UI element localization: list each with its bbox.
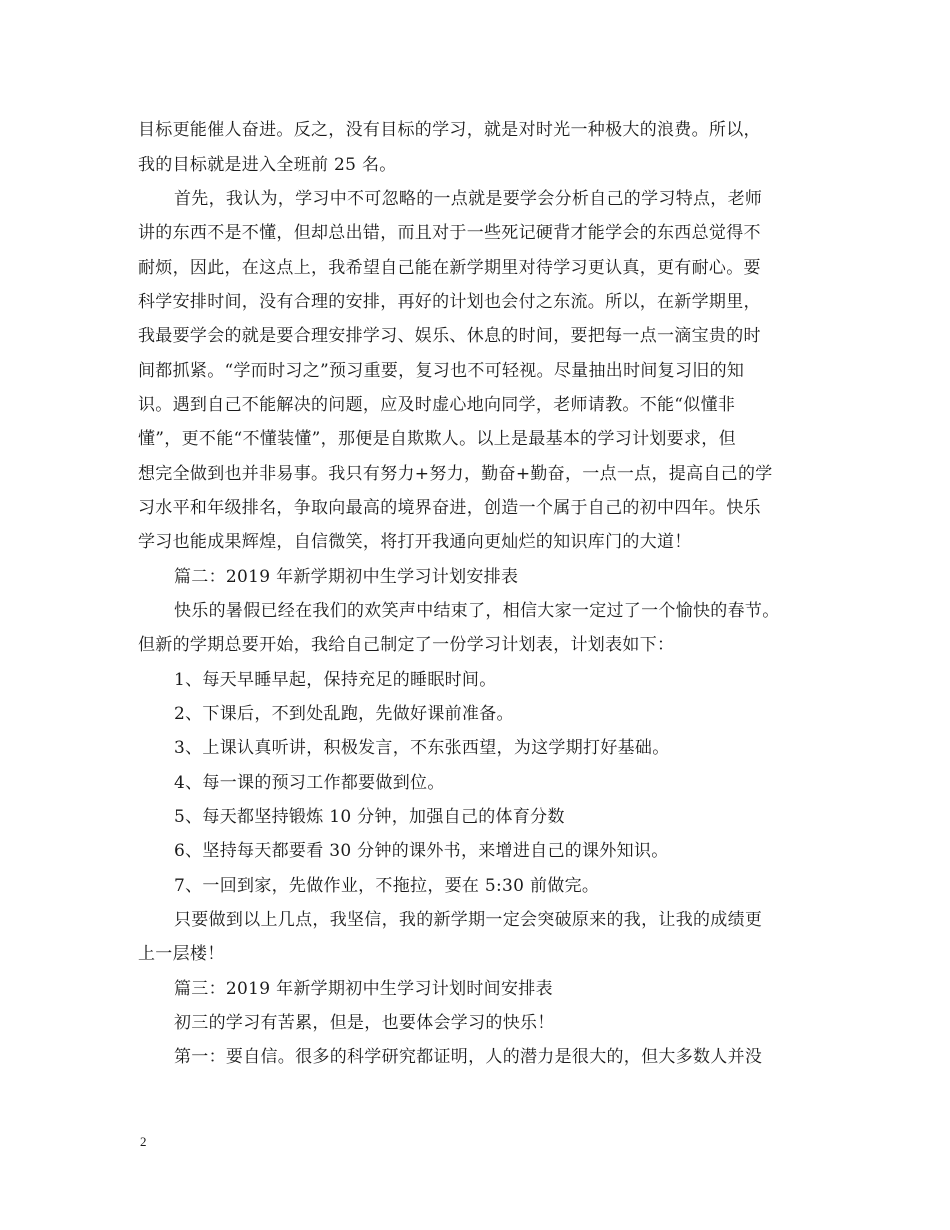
text-line: 识。遇到自己不能解决的问题，应及时虚心地向同学，老师请教。不能“似懂非: [138, 395, 736, 415]
text-line: 但新的学期总要开始，我给自己制定了一份学习计划表，计划表如下：: [138, 635, 675, 655]
list-item: 7、一回到家，先做作业，不拖拉，要在 5:30 前做完。: [174, 876, 600, 896]
text-line: 首先，我认为，学习中不可忽略的一点就是要学会分析自己的学习特点，老师: [174, 189, 763, 209]
page-number: 2: [140, 1134, 147, 1149]
text-line: 间都抓紧。“学而时习之”预习重要，复习也不可轻视。尽量抽出时间复习旧的知: [138, 361, 745, 381]
text-line: 讲的东西不是不懂，但却总出错，而且对于一些死记硬背才能学会的东西总觉得不: [138, 223, 761, 243]
text-line: 目标更能催人奋进。反之，没有目标的学习，就是对时光一种极大的浪费。所以，: [138, 120, 761, 140]
list-item: 5、每天都坚持锻炼 10 分钟，加强自己的体育分数: [174, 807, 565, 827]
text-line: 耐烦，因此，在这点上，我希望自己能在新学期里对待学习更认真，更有耐心。要: [138, 258, 761, 278]
text-line: 科学安排时间，没有合理的安排，再好的计划也会付之东流。所以，在新学期里，: [138, 292, 761, 312]
text-line: 初三的学习有苦累，但是，也要体会学习的快乐！: [174, 1013, 555, 1033]
text-line: 我的目标就是进入全班前 25 名。: [138, 155, 397, 175]
list-item: 4、每一课的预习工作都要做到位。: [174, 773, 445, 793]
text-line: 习水平和年级排名，争取向最高的境界奋进，创造一个属于自己的初中四年。快乐: [138, 498, 761, 518]
section-heading: 篇二：2019 年新学期初中生学习计划安排表: [174, 567, 519, 587]
list-item: 6、坚持每天都要看 30 分钟的课外书，来增进自己的课外知识。: [174, 841, 669, 861]
section-heading: 篇三：2019 年新学期初中生学习计划时间安排表: [174, 979, 553, 999]
text-line: 我最要学会的就是要合理安排学习、娱乐、休息的时间，要把每一点一滴宝贵的时: [138, 326, 761, 346]
text-line: 快乐的暑假已经在我们的欢笑声中结束了，相信大家一定过了一个愉快的春节。: [174, 601, 780, 621]
text-line: 想完全做到也并非易事。我只有努力+努力，勤奋+勤奋，一点一点，提高自己的学: [138, 464, 773, 484]
text-line: 只要做到以上几点，我坚信，我的新学期一定会突破原来的我，让我的成绩更: [174, 910, 763, 930]
text-line: 学习也能成果辉煌，自信微笑，将打开我通向更灿烂的知识库门的大道！: [138, 532, 692, 552]
text-line: 懂”，更不能“不懂装懂”，那便是自欺欺人。以上是最基本的学习计划要求，但: [138, 429, 736, 449]
text-line: 第一：要自信。很多的科学研究都证明，人的潜力是很大的，但大多数人并没: [174, 1047, 763, 1067]
text-line: 上一层楼！: [138, 944, 225, 964]
list-item: 3、上课认真听讲，积极发言，不东张西望，为这学期打好基础。: [174, 738, 670, 758]
list-item: 1、每天早睡早起，保持充足的睡眠时间。: [174, 670, 497, 690]
list-item: 2、下课后，不到处乱跑，先做好课前准备。: [174, 704, 514, 724]
